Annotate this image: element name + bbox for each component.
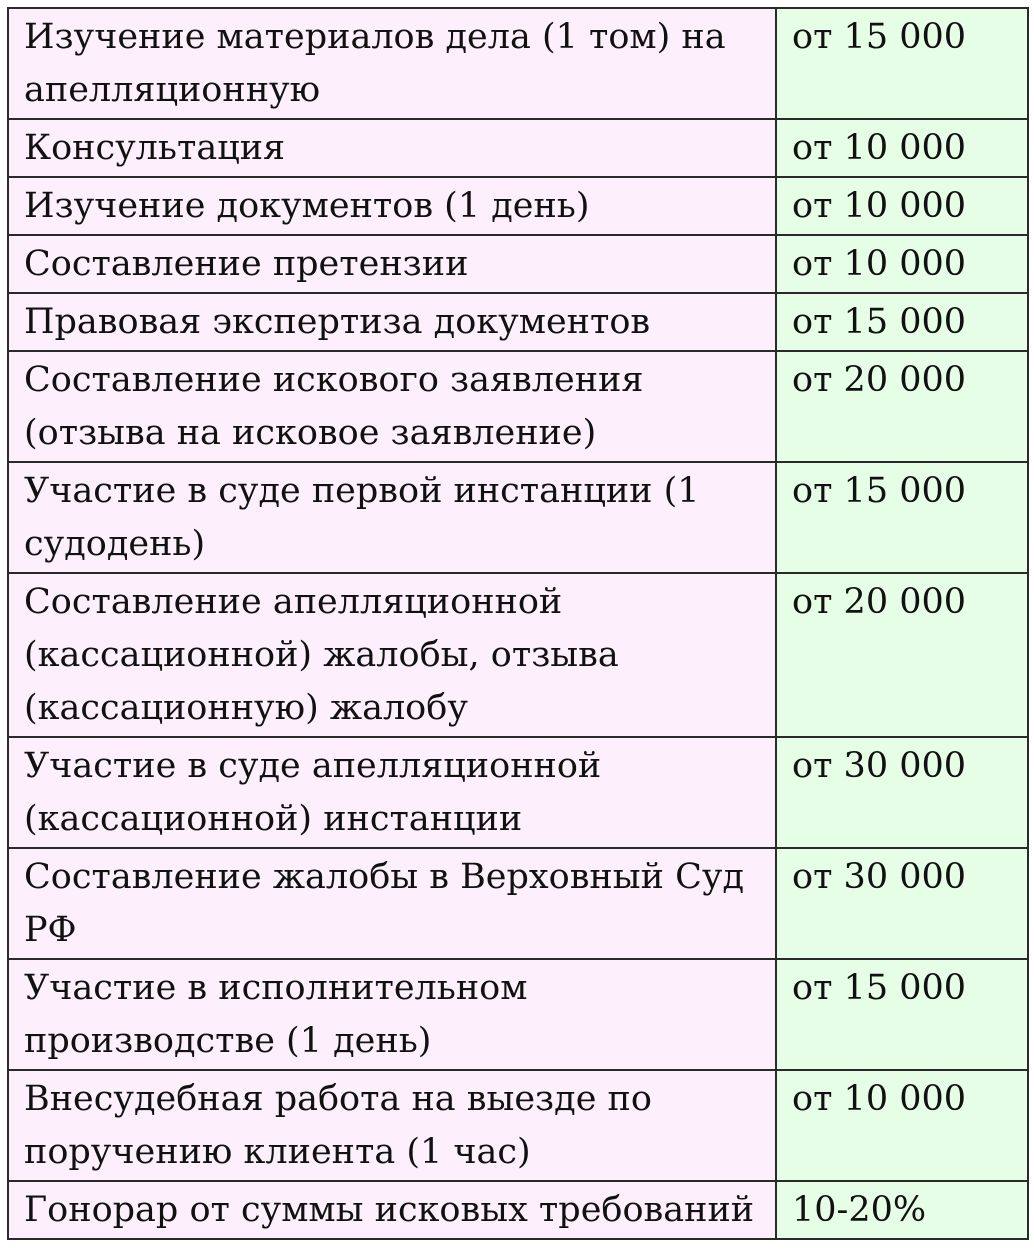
- price-table-body: [8, 8, 1028, 1239]
- price-cell: от 20 000: [776, 351, 1028, 462]
- table-row: [8, 737, 1028, 848]
- price-cell: от 30 000: [776, 848, 1028, 959]
- service-name-cell: Изучение материалов дела (1 том) на апелляционную: [8, 8, 776, 119]
- price-cell: от 10 000: [776, 119, 1028, 177]
- service-name-cell: Участие в суде апелляционной (кассационной) инстанции: [8, 737, 776, 848]
- table-row: [8, 462, 1028, 573]
- price-cell: 10-20%: [776, 1181, 1028, 1239]
- service-name-cell: Составление претензии: [8, 235, 776, 293]
- price-cell: от 10 000: [776, 235, 1028, 293]
- table-row: [8, 177, 1028, 235]
- table-row: [8, 235, 1028, 293]
- table-row: [8, 1070, 1028, 1181]
- table-row: [8, 293, 1028, 351]
- price-cell: от 10 000: [776, 177, 1028, 235]
- service-name-cell: Консультация: [8, 119, 776, 177]
- service-name-cell: Изучение документов (1 день): [8, 177, 776, 235]
- service-name-cell: Внесудебная работа на выезде по поручению клиента (1 час): [8, 1070, 776, 1181]
- service-name-cell: Участие в исполнительном производстве (1 день): [8, 959, 776, 1070]
- price-cell: от 10 000: [776, 1070, 1028, 1181]
- service-name-cell: Гонорар от суммы исковых требований: [8, 1181, 776, 1239]
- table-row: [8, 351, 1028, 462]
- price-cell: от 30 000: [776, 737, 1028, 848]
- service-name-cell: Составление жалобы в Верховный Суд РФ: [8, 848, 776, 959]
- service-name-cell: Составление искового заявления (отзыва на исковое заявление): [8, 351, 776, 462]
- service-name-cell: Участие в суде первой инстанции (1 судодень): [8, 462, 776, 573]
- price-cell: от 15 000: [776, 8, 1028, 119]
- table-row: [8, 573, 1028, 737]
- price-cell: от 15 000: [776, 293, 1028, 351]
- table-row: [8, 119, 1028, 177]
- price-cell: от 15 000: [776, 462, 1028, 573]
- table-row: [8, 959, 1028, 1070]
- price-cell: от 15 000: [776, 959, 1028, 1070]
- price-cell: от 20 000: [776, 573, 1028, 737]
- service-name-cell: Правовая экспертиза документов: [8, 293, 776, 351]
- table-row: [8, 8, 1028, 119]
- price-table: [7, 7, 1029, 1240]
- service-name-cell: Составление апелляционной (кассационной) жалобы, отзыва (кассационную) жалобу: [8, 573, 776, 737]
- table-row: [8, 1181, 1028, 1239]
- table-row: [8, 848, 1028, 959]
